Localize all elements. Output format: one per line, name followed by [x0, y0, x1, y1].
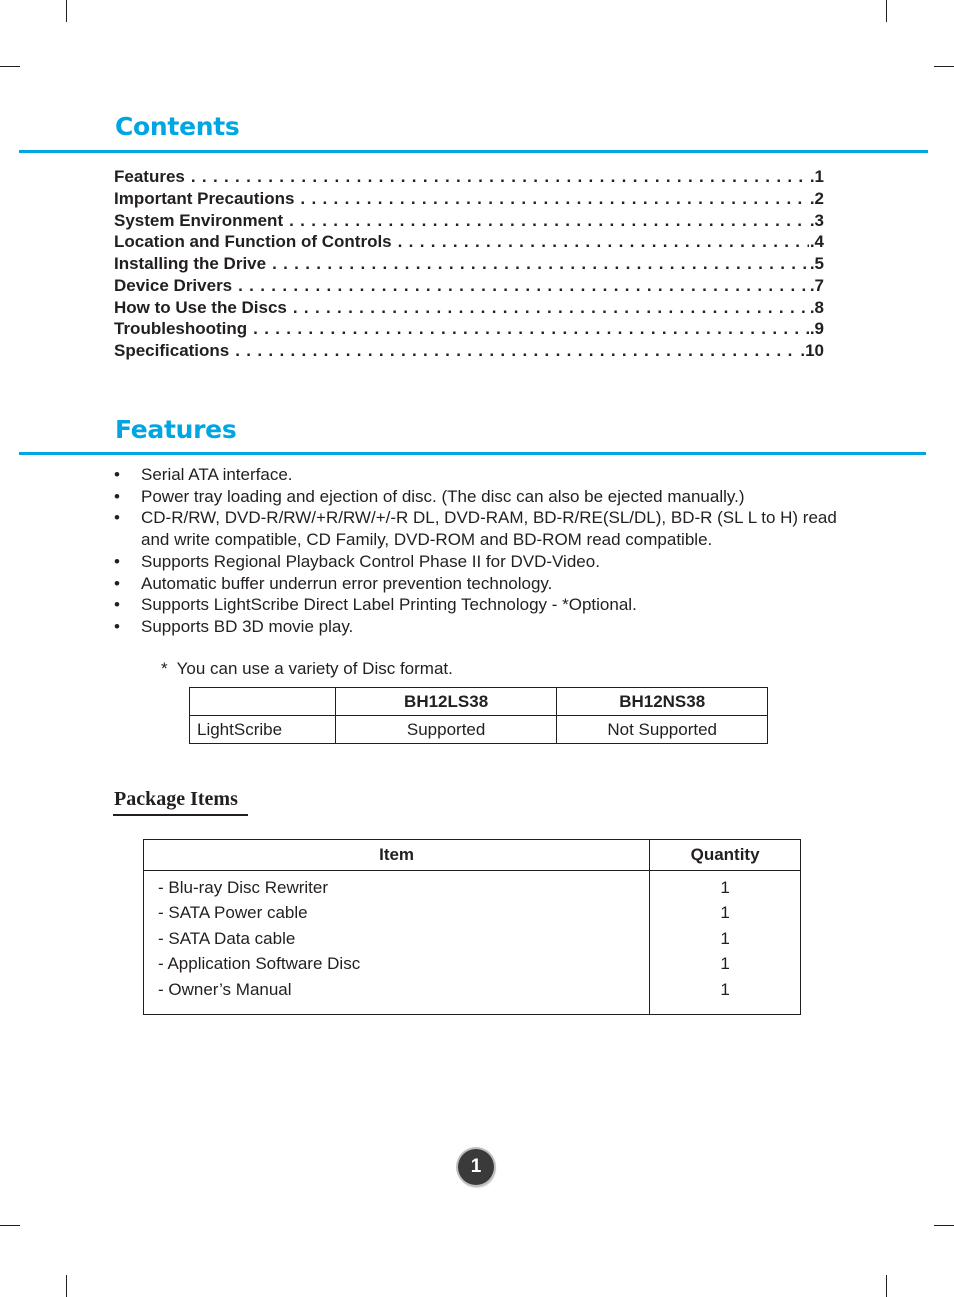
feature-item	[114, 464, 854, 486]
toc-entry[interactable]	[114, 253, 824, 275]
crop-mark	[0, 1225, 20, 1226]
bullet: •	[114, 616, 120, 636]
bullet: •	[114, 573, 120, 593]
bullet: •	[114, 486, 120, 506]
toc-entry-title: Important Precautions	[114, 188, 295, 208]
toc-entry[interactable]	[114, 318, 824, 340]
toc-entry-page: .2	[809, 188, 824, 208]
table-header-cell: BH12NS38	[557, 688, 768, 716]
note-text: You can use a variety of Disc format.	[176, 659, 453, 678]
feature-text: Supports BD 3D movie play.	[141, 616, 354, 636]
contents-title: Contents	[115, 112, 240, 141]
feature-text: Automatic buffer underrun error prevention technology.	[141, 573, 553, 593]
toc-leader	[191, 166, 809, 188]
bullet: •	[114, 508, 120, 528]
package-item-name: - Application Software Disc	[158, 954, 361, 974]
feature-text: Power tray loading and ejection of disc. (The disc can also be ejected manually.)	[141, 486, 745, 506]
package-item-qty: 1	[720, 903, 730, 923]
crop-mark	[66, 1275, 67, 1297]
toc-entry-page: .1	[809, 167, 824, 186]
package-item-name: - SATA Data cable	[158, 928, 296, 948]
toc-leader	[293, 297, 809, 319]
package-item-name: - SATA Power cable	[158, 903, 308, 923]
table-header-row	[144, 840, 801, 871]
features-title: Features	[115, 415, 237, 444]
disc-format-note	[161, 659, 453, 679]
features-list	[114, 464, 854, 638]
heading-underline	[113, 814, 248, 816]
toc-entry-page: .9	[809, 319, 824, 339]
lightscribe-table	[189, 687, 768, 744]
crop-mark	[934, 1225, 954, 1226]
toc-entry-title: Specifications	[114, 341, 230, 360]
feature-item	[114, 551, 854, 573]
table-header-cell: Item	[144, 840, 650, 871]
package-item-qty: 1	[720, 878, 730, 897]
feature-item	[114, 616, 854, 638]
toc-entry-page: .4	[809, 232, 824, 252]
feature-item	[114, 486, 854, 508]
toc-entry-page: .8	[809, 297, 824, 317]
package-item-qty: 1	[720, 954, 730, 974]
table-cell: LightScribe	[190, 716, 336, 744]
table-of-contents	[114, 166, 824, 362]
crop-mark	[886, 1275, 887, 1297]
toc-entry-title: Device Drivers	[114, 275, 233, 295]
table-row	[190, 716, 768, 744]
package-item-qty: 1	[720, 928, 730, 948]
toc-entry[interactable]	[114, 166, 824, 188]
toc-leader	[253, 318, 809, 340]
table-header-cell: BH12LS38	[335, 688, 557, 716]
table-header-cell: Quantity	[650, 840, 801, 871]
features-rule	[19, 452, 926, 455]
feature-item	[114, 594, 854, 616]
toc-entry[interactable]	[114, 297, 824, 319]
toc-entry-page: .5	[809, 254, 824, 273]
toc-leader	[300, 188, 808, 210]
toc-leader	[238, 275, 809, 297]
feature-text: CD-R/RW, DVD-R/RW/+R/RW/+/-R DL, DVD-RAM, BD-R/RE(SL/DL), BD-R (SL L to H) read and write compatible, CD Family, DVD-ROM and BD-ROM read compatible.	[141, 508, 837, 550]
toc-leader	[398, 231, 809, 253]
package-items-heading: Package Items	[114, 788, 238, 810]
toc-entry-title: Features	[114, 167, 185, 186]
contents-rule	[19, 150, 928, 153]
crop-mark	[934, 66, 954, 67]
bullet: •	[114, 595, 120, 615]
toc-entry[interactable]	[114, 210, 824, 232]
feature-text: Serial ATA interface.	[141, 465, 293, 484]
crop-mark	[886, 0, 887, 22]
package-item-name: - Blu-ray Disc Rewriter	[158, 878, 329, 897]
table-cell: Not Supported	[557, 716, 768, 744]
toc-entry-page: .10	[800, 341, 824, 360]
toc-entry[interactable]	[114, 188, 824, 210]
feature-item	[114, 573, 854, 595]
toc-entry-page: .7	[809, 275, 824, 295]
page-number: 1	[458, 1149, 494, 1185]
toc-entry-page: .3	[809, 210, 824, 230]
toc-entry[interactable]	[114, 231, 824, 253]
toc-entry[interactable]	[114, 275, 824, 297]
toc-entry-title: Location and Function of Controls	[114, 232, 392, 252]
toc-leader	[289, 210, 809, 232]
note-asterisk: *	[161, 659, 168, 678]
table-row	[144, 871, 801, 1015]
feature-item	[114, 507, 854, 550]
toc-entry-title: How to Use the Discs	[114, 297, 287, 317]
toc-leader	[235, 340, 799, 362]
feature-text: Supports Regional Playback Control Phase II for DVD-Video.	[141, 551, 600, 571]
package-item-qty: 1	[720, 979, 730, 999]
feature-text: Supports LightScribe Direct Label Printing Technology - *Optional.	[141, 595, 637, 615]
bullet: •	[114, 465, 120, 484]
toc-entry-title: Troubleshooting	[114, 319, 248, 339]
quantity-column	[650, 871, 801, 1015]
table-header-row	[190, 688, 768, 716]
package-items-table	[143, 839, 801, 1015]
table-cell: Supported	[335, 716, 557, 744]
package-item-name: - Owner’s Manual	[158, 979, 292, 999]
toc-entry-title: System Environment	[114, 210, 284, 230]
toc-entry-title: Installing the Drive	[114, 254, 267, 273]
table-header-cell	[190, 688, 336, 716]
crop-mark	[66, 0, 67, 22]
crop-mark	[0, 66, 20, 67]
toc-entry[interactable]	[114, 340, 824, 362]
bullet: •	[114, 551, 120, 571]
toc-leader	[272, 253, 809, 275]
items-column	[144, 871, 650, 1015]
